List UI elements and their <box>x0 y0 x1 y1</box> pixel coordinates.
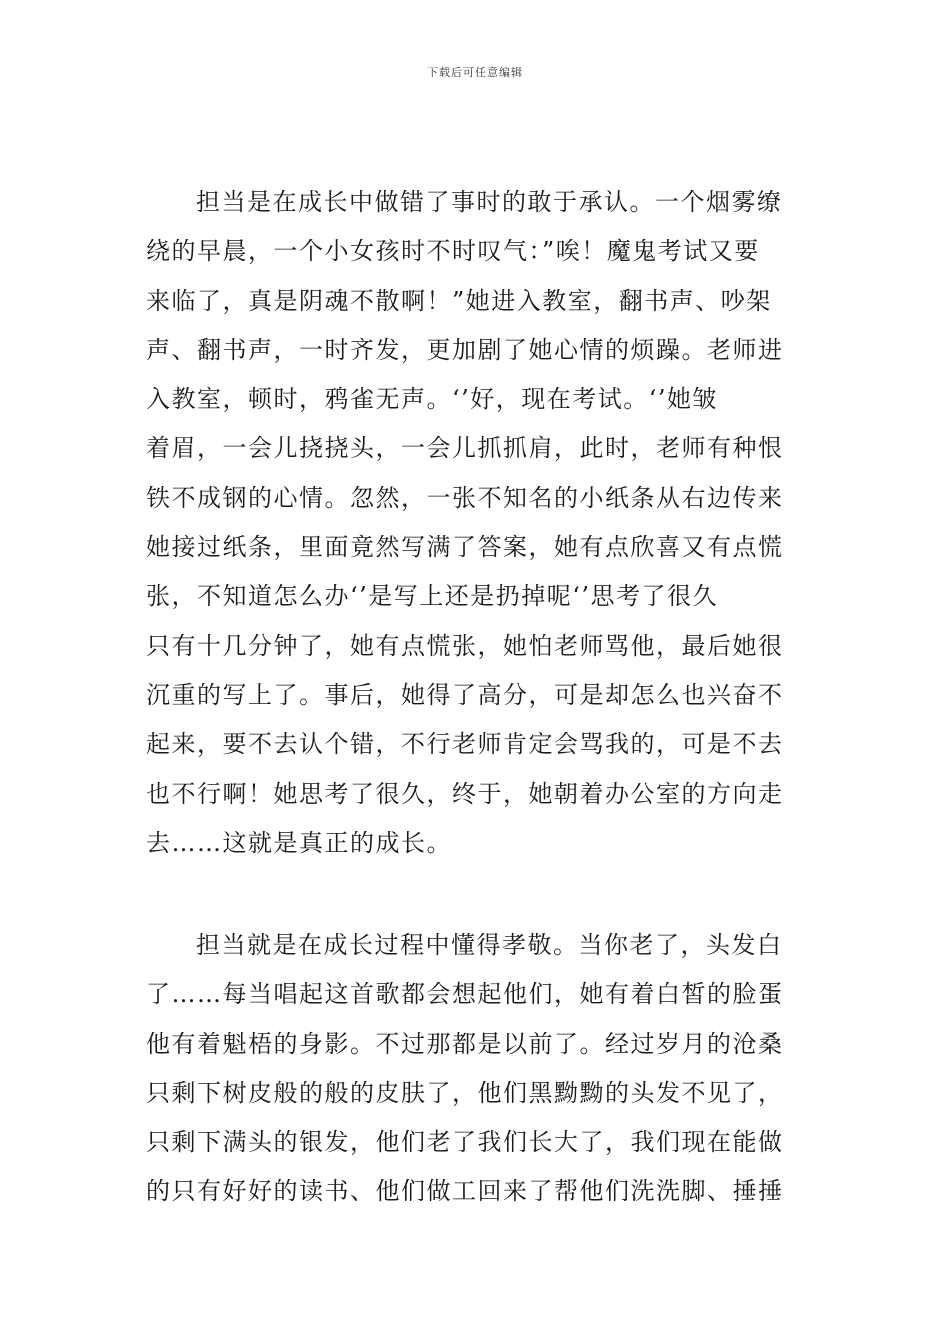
paragraph-line: 担当就是在成长过程中懂得孝敬。当你老了，头发白 <box>196 931 783 959</box>
page-header: 下载后可任意编辑 <box>427 66 523 79</box>
paragraph-line: 也不行啊！她思考了很久，终于，她朝着办公室的方向走 <box>146 779 784 808</box>
paragraph-line: 张，不知道怎么办‘’是写上还是扔掉呢‘’思考了很久 <box>146 582 719 611</box>
paragraph-line: 了……每当唱起这首歌都会想起他们，她有着白皙的脸蛋 <box>146 980 784 1009</box>
paragraph-line: 她接过纸条，里面竟然写满了答案，她有点欣喜又有点慌 <box>146 533 784 562</box>
paragraph-line: 起来，要不去认个错，不行老师肯定会骂我的，可是不去 <box>146 730 784 759</box>
paragraph-line: 去……这就是真正的成长。 <box>146 828 452 857</box>
paragraph-line: 入教室，顿时，鸦雀无声。‘’好，现在考试。‘’她皱 <box>146 385 719 414</box>
paragraph-line: 来临了，真是阴魂不散啊！”她进入教室，翻书声、吵架 <box>146 286 772 315</box>
paragraph-line: 绕的早晨，一个小女孩时不时叹气：”唉！魔鬼考试又要 <box>146 237 760 266</box>
paragraph-line: 着眉，一会儿挠挠头，一会儿抓抓肩，此时，老师有种恨 <box>146 434 784 463</box>
paragraph-line: 担当是在成长中做错了事时的敢于承认。一个烟雾缭 <box>196 188 783 216</box>
paragraph-line: 铁不成钢的心情。忽然，一张不知名的小纸条从右边传来 <box>146 483 784 512</box>
paragraph-line: 的只有好好的读书、他们做工回来了帮他们洗洗脚、捶捶 <box>146 1177 784 1206</box>
paragraph-line: 沉重的写上了。事后，她得了高分，可是却怎么也兴奋不 <box>146 680 784 709</box>
paragraph-line: 只有十几分钟了，她有点慌张，她怕老师骂他，最后她很 <box>146 631 784 660</box>
paragraph-line: 声、翻书声，一时齐发，更加剧了她心情的烦躁。老师进 <box>146 335 784 364</box>
paragraph-line: 只剩下满头的银发，他们老了我们长大了，我们现在能做 <box>146 1128 784 1157</box>
paragraph-2 <box>146 921 808 1217</box>
paragraph-1 <box>146 178 808 868</box>
paragraph-line: 他有着魁梧的身影。不过那都是以前了。经过岁月的沧桑 <box>146 1029 784 1058</box>
paragraph-line: 只剩下树皮般的般的皮肤了，他们黑黝黝的头发不见了， <box>146 1078 784 1107</box>
